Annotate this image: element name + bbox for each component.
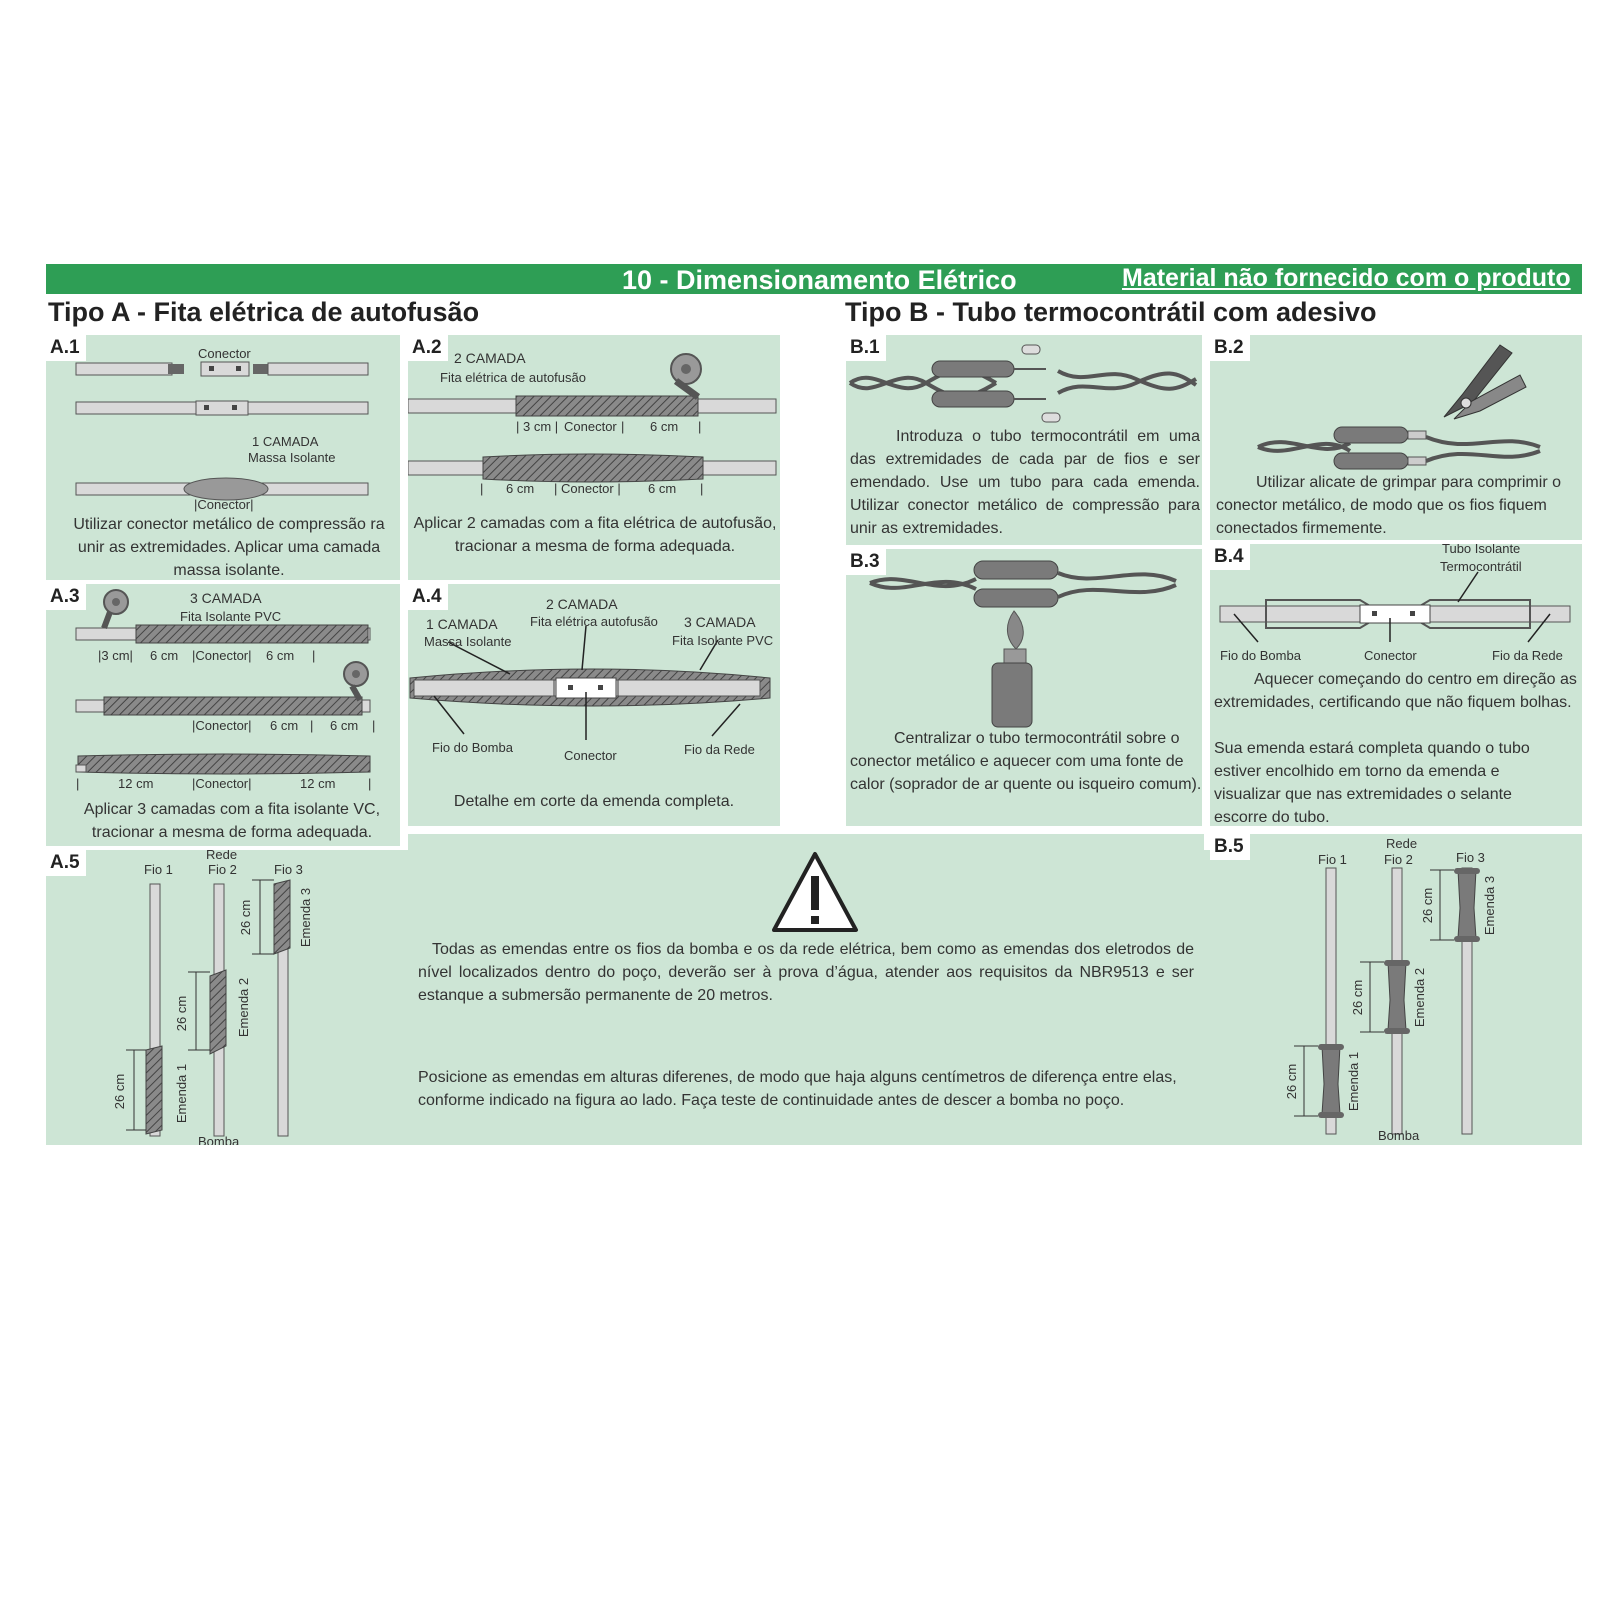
a2-camada-label: 2 CAMADA bbox=[454, 350, 526, 366]
panel-a4 bbox=[408, 584, 780, 826]
b5-dim3: 26 cm bbox=[1420, 887, 1436, 924]
a4-c1b: Massa Isolante bbox=[424, 634, 512, 649]
a2-dim2-con: | Conector | bbox=[554, 481, 621, 496]
a3-r3-4: | bbox=[368, 776, 372, 791]
a2-dim1-con: Conector bbox=[564, 419, 617, 434]
a2-dim2-6b: 6 cm bbox=[648, 481, 677, 496]
b5-fio1: Fio 1 bbox=[1318, 852, 1347, 867]
panel-b4 bbox=[1210, 544, 1582, 826]
a4-c2b: Fita elétrica autofusão bbox=[530, 614, 658, 629]
b3-label: B.3 bbox=[846, 549, 886, 575]
a4-c2: 2 CAMADA bbox=[546, 596, 618, 612]
b5-rede: Rede bbox=[1386, 836, 1418, 851]
a3-r2-3: 6 cm bbox=[330, 718, 359, 733]
a1-label: A.1 bbox=[46, 335, 86, 361]
section-title: 10 - Dimensionamento Elétrico bbox=[622, 265, 1017, 295]
a2-dim2-6a: 6 cm bbox=[506, 481, 535, 496]
warning-text: Todas as emendas entre os fios da bomba e os da rede elétrica, bem como as emendas dos eletrodos de nível localizados dentro do poço, deverão ser à prova d’água, atender aos requisitos da NBR9513 e ser estanque a submersão permanente de 20 metros. bbox=[418, 941, 1194, 1004]
b4-label: B.4 bbox=[1210, 544, 1250, 570]
a2-dim1-6: 6 cm bbox=[650, 419, 679, 434]
a5-fio3: Fio 3 bbox=[274, 862, 303, 877]
a3-r2-2: | bbox=[310, 718, 314, 733]
panel-b3 bbox=[846, 549, 1202, 826]
a5-e2: Emenda 2 bbox=[236, 977, 252, 1038]
a4-fio-rede: Fio da Rede bbox=[684, 742, 755, 757]
panel-b2 bbox=[1210, 335, 1582, 540]
panel-a3 bbox=[46, 584, 400, 846]
b4-fio-bomba: Fio do Bomba bbox=[1220, 648, 1301, 663]
panel-a1 bbox=[46, 335, 400, 580]
a3-r1-0: |3 cm| bbox=[98, 648, 133, 663]
a4-fio-bomba: Fio do Bomba bbox=[432, 740, 513, 755]
a2-label: A.2 bbox=[408, 335, 448, 361]
a3-fita-label: Fita Isolante PVC bbox=[180, 609, 282, 624]
a5-label: A.5 bbox=[46, 850, 86, 876]
b5-diagram bbox=[1210, 834, 1582, 1145]
a5-fio1: Fio 1 bbox=[144, 862, 173, 877]
a4-label: A.4 bbox=[408, 584, 448, 610]
a3-r1-4: | bbox=[312, 648, 316, 663]
panel-warning bbox=[408, 834, 1204, 1020]
panel-b1 bbox=[846, 335, 1202, 545]
a3-r1-1: 6 cm bbox=[150, 648, 179, 663]
b5-e1: Emenda 1 bbox=[1346, 1051, 1362, 1112]
a2-dim1: | 3 cm | bbox=[516, 419, 559, 434]
a5-rede: Rede bbox=[206, 850, 238, 862]
a3-caption: Aplicar 3 camadas com a fita isolante VC, tracionar a mesma de forma adequada. bbox=[83, 801, 381, 841]
b4-tubo1: Tubo Isolante bbox=[1442, 544, 1521, 556]
a5-dim2: 26 cm bbox=[174, 995, 190, 1032]
position-text: Posicione as emendas em alturas diferenes, de modo que haja alguns centímetros de diferença entre elas, conforme indicado na figura ao lado. Faça teste de continuidade antes de descer a bomba no poço. bbox=[418, 1069, 1177, 1109]
section-banner bbox=[46, 264, 1582, 294]
a1-conector-label: Conector bbox=[198, 346, 251, 361]
a2-dim1-end: | bbox=[698, 419, 702, 434]
a1-caption: Utilizar conector metálico de compressão ra unir as extremidades. Aplicar uma camada massa isolante. bbox=[73, 516, 385, 579]
a3-r2-4: | bbox=[372, 718, 376, 733]
a5-e1: Emenda 1 bbox=[174, 1063, 190, 1124]
a1-camada-label: 1 CAMADA bbox=[252, 434, 319, 449]
tipo-a-heading: Tipo A - Fita elétrica de autofusão bbox=[48, 297, 480, 327]
b5-dim2: 26 cm bbox=[1350, 979, 1366, 1016]
a2-dim2-end: | bbox=[700, 481, 704, 496]
b2-caption: Utilizar alicate de grimpar para comprimir o conector metálico, de modo que os fios fiquem conectados firmemente. bbox=[1216, 474, 1561, 537]
b5-e2: Emenda 2 bbox=[1412, 967, 1428, 1028]
a1-conector2-label: |Conector| bbox=[194, 497, 254, 512]
b5-fio3: Fio 3 bbox=[1456, 850, 1485, 865]
a5-fio2: Fio 2 bbox=[208, 862, 237, 877]
material-note: Material não fornecido com o produto bbox=[1122, 264, 1571, 292]
a4-c3b: Fita Isolante PVC bbox=[672, 633, 774, 648]
a3-r3-3: 12 cm bbox=[300, 776, 336, 791]
tipo-b-heading: Tipo B - Tubo termocontrátil com adesivo bbox=[845, 297, 1377, 327]
a3-r2-0: |Conector| bbox=[192, 718, 252, 733]
panel-a2 bbox=[408, 335, 780, 580]
b5-e3: Emenda 3 bbox=[1482, 875, 1498, 936]
a4-c1: 1 CAMADA bbox=[426, 616, 498, 632]
b2-label: B.2 bbox=[1210, 335, 1250, 361]
b5-fio2: Fio 2 bbox=[1384, 852, 1413, 867]
a3-r3-1: 12 cm bbox=[118, 776, 154, 791]
a3-r3-0: | bbox=[76, 776, 80, 791]
a3-label: A.3 bbox=[46, 584, 86, 610]
a3-r3-2: |Conector| bbox=[192, 776, 252, 791]
a5-bomba: Bomba bbox=[198, 1134, 240, 1145]
a5-dim1: 26 cm bbox=[112, 1073, 128, 1110]
a3-r2-1: 6 cm bbox=[270, 718, 299, 733]
a3-r1-3: 6 cm bbox=[266, 648, 295, 663]
b5-dim1: 26 cm bbox=[1284, 1063, 1300, 1100]
b4-tubo2: Termocontrátil bbox=[1440, 559, 1522, 574]
b4-conector: Conector bbox=[1364, 648, 1417, 663]
b5-label: B.5 bbox=[1210, 834, 1250, 860]
a3-r1-2: |Conector| bbox=[192, 648, 252, 663]
panel-b5 bbox=[1210, 834, 1582, 1145]
a2-dim2-a: | bbox=[480, 481, 484, 496]
a3-camada-label: 3 CAMADA bbox=[190, 590, 262, 606]
a4-c3: 3 CAMADA bbox=[684, 614, 756, 630]
a2-dim1-b: | bbox=[621, 419, 625, 434]
a1-massa-label: Massa Isolante bbox=[248, 450, 336, 465]
a5-e3: Emenda 3 bbox=[298, 887, 314, 948]
a2-caption: Aplicar 2 camadas com a fita elétrica de autofusão, tracionar a mesma de forma adequada. bbox=[413, 515, 777, 555]
a2-fita-label: Fita elétrica de autofusão bbox=[440, 370, 586, 385]
b4-caption1: Aquecer começando do centro em direção as extremidades, certificando que não fiquem bolhas. bbox=[1214, 671, 1577, 711]
b1-caption: Introduza o tubo termocontrátil em uma das extremidades de cada par de fios e ser emendado. Use um tubo para cada emenda. Utilizar conector metálico de compressão para unir as extremidades. bbox=[850, 428, 1200, 537]
b1-label: B.1 bbox=[846, 335, 886, 361]
b4-caption2: Sua emenda estará completa quando o tubo estiver encolhido em torno da emenda e visualizar que nas extremidades o selante escorre do tubo. bbox=[1214, 740, 1530, 826]
b4-fio-rede: Fio da Rede bbox=[1492, 648, 1563, 663]
a5-dim3: 26 cm bbox=[238, 899, 254, 936]
a5-diagram bbox=[46, 850, 406, 1145]
a4-caption: Detalhe em corte da emenda completa. bbox=[453, 793, 735, 810]
a4-conector: Conector bbox=[564, 748, 617, 763]
b5-bomba: Bomba bbox=[1378, 1128, 1420, 1143]
b3-caption: Centralizar o tubo termocontrátil sobre o conector metálico e aquecer com uma fonte de calor (soprador de ar quente ou isqueiro comum). bbox=[850, 730, 1202, 793]
